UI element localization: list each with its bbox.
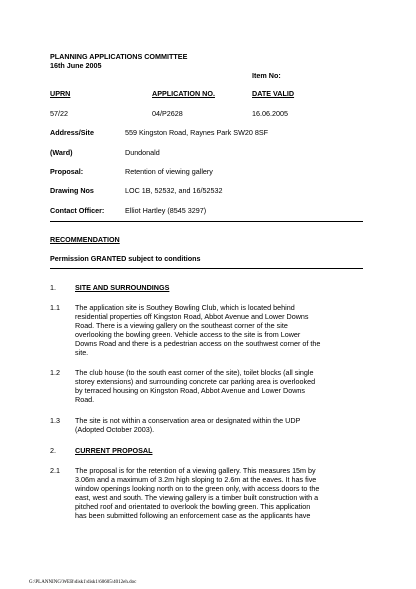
paragraph-number: 2.1 (50, 466, 60, 475)
section-number: 2. (50, 446, 56, 455)
date-valid-header: DATE VALID (252, 89, 295, 98)
item-no-label: Item No: (252, 71, 281, 80)
paragraph-line: 3.06m and a maximum of 3.2m high sloping to 2.6m at the eaves. It has five (75, 475, 317, 484)
paragraph-line: The club house (to the south east corner of the site), toilet blocks (all single (75, 368, 314, 377)
address-label: Address/Site (50, 128, 94, 137)
paragraph-1-1 (75, 303, 365, 357)
ward-label: (Ward) (50, 148, 73, 157)
paragraph-line: site. (75, 348, 89, 357)
paragraph-line: east, west and south. The viewing gallery is a timber built construction with a (75, 493, 319, 502)
divider (50, 268, 363, 269)
section-title: CURRENT PROPOSAL (75, 446, 153, 455)
paragraph-1-2 (75, 368, 365, 404)
section-number: 1. (50, 283, 56, 292)
uprn-value: 57/22 (50, 109, 68, 118)
committee-title: PLANNING APPLICATIONS COMMITTEE (50, 52, 188, 61)
paragraph-line: (Adopted October 2003). (75, 425, 155, 434)
paragraph-number: 1.2 (50, 368, 60, 377)
paragraph-1-3 (75, 416, 365, 434)
paragraph-2-1 (75, 466, 365, 520)
paragraph-number: 1.3 (50, 416, 60, 425)
paragraph-line: overlooking the bowling green. Vehicle access to the site is from Lower (75, 330, 301, 339)
section-title: SITE AND SURROUNDINGS (75, 283, 170, 292)
paragraph-line: Road. (75, 395, 95, 404)
paragraph-line: Downs Road and there is a pedestrian access on the southwest corner of the (75, 339, 321, 348)
paragraph-line: storey extensions) and surrounding concrete car parking area is overlooked (75, 377, 316, 386)
application-no-header: APPLICATION NO. (152, 89, 215, 98)
file-path-footer: G:\PLANNING\WEB\disk1\disk1\60605\4012eh.doc (29, 580, 137, 585)
paragraph-line: The site is not within a conservation area or designated within the UDP (75, 416, 301, 425)
paragraph-line: by terraced housing on Kingston Road, Abbot Avenue and Lower Downs (75, 386, 306, 395)
date-valid-value: 16.06.2005 (252, 109, 288, 118)
proposal-label: Proposal: (50, 167, 84, 176)
paragraph-line: The application site is Southey Bowling Club, which is located behind (75, 303, 295, 312)
recommendation-heading: RECOMMENDATION (50, 235, 120, 244)
ward-value: Dundonald (125, 148, 160, 157)
recommendation-text: Permission GRANTED subject to conditions (50, 254, 201, 263)
committee-date: 16th June 2005 (50, 61, 102, 70)
paragraph-line: has been submitted following an enforcement case as the applicants have (75, 511, 311, 520)
paragraph-line: Road. There is a viewing gallery on the southeast corner of the site (75, 321, 288, 330)
paragraph-line: residential properties off Kingston Road, Abbot Avenue and Lower Downs (75, 312, 309, 321)
paragraph-number: 1.1 (50, 303, 60, 312)
drawing-nos-value: LOC 1B, 52532, and 16/52532 (125, 186, 223, 195)
paragraph-line: The proposal is for the retention of a viewing gallery. This measures 15m by (75, 466, 316, 475)
application-no-value: 04/P2628 (152, 109, 183, 118)
proposal-value: Retention of viewing gallery (125, 167, 213, 176)
uprn-header: UPRN (50, 89, 71, 98)
divider (50, 221, 363, 222)
contact-officer-label: Contact Officer: (50, 206, 105, 215)
contact-officer-value: Elliot Hartley (8545 3297) (125, 206, 207, 215)
drawing-nos-label: Drawing Nos (50, 186, 94, 195)
paragraph-line: window openings looking north on to the green only, with access doors to the (75, 484, 320, 493)
paragraph-line: pitched roof and orientated to overlook the bowling green. This application (75, 502, 311, 511)
address-value: 559 Kingston Road, Raynes Park SW20 8SF (125, 128, 269, 137)
